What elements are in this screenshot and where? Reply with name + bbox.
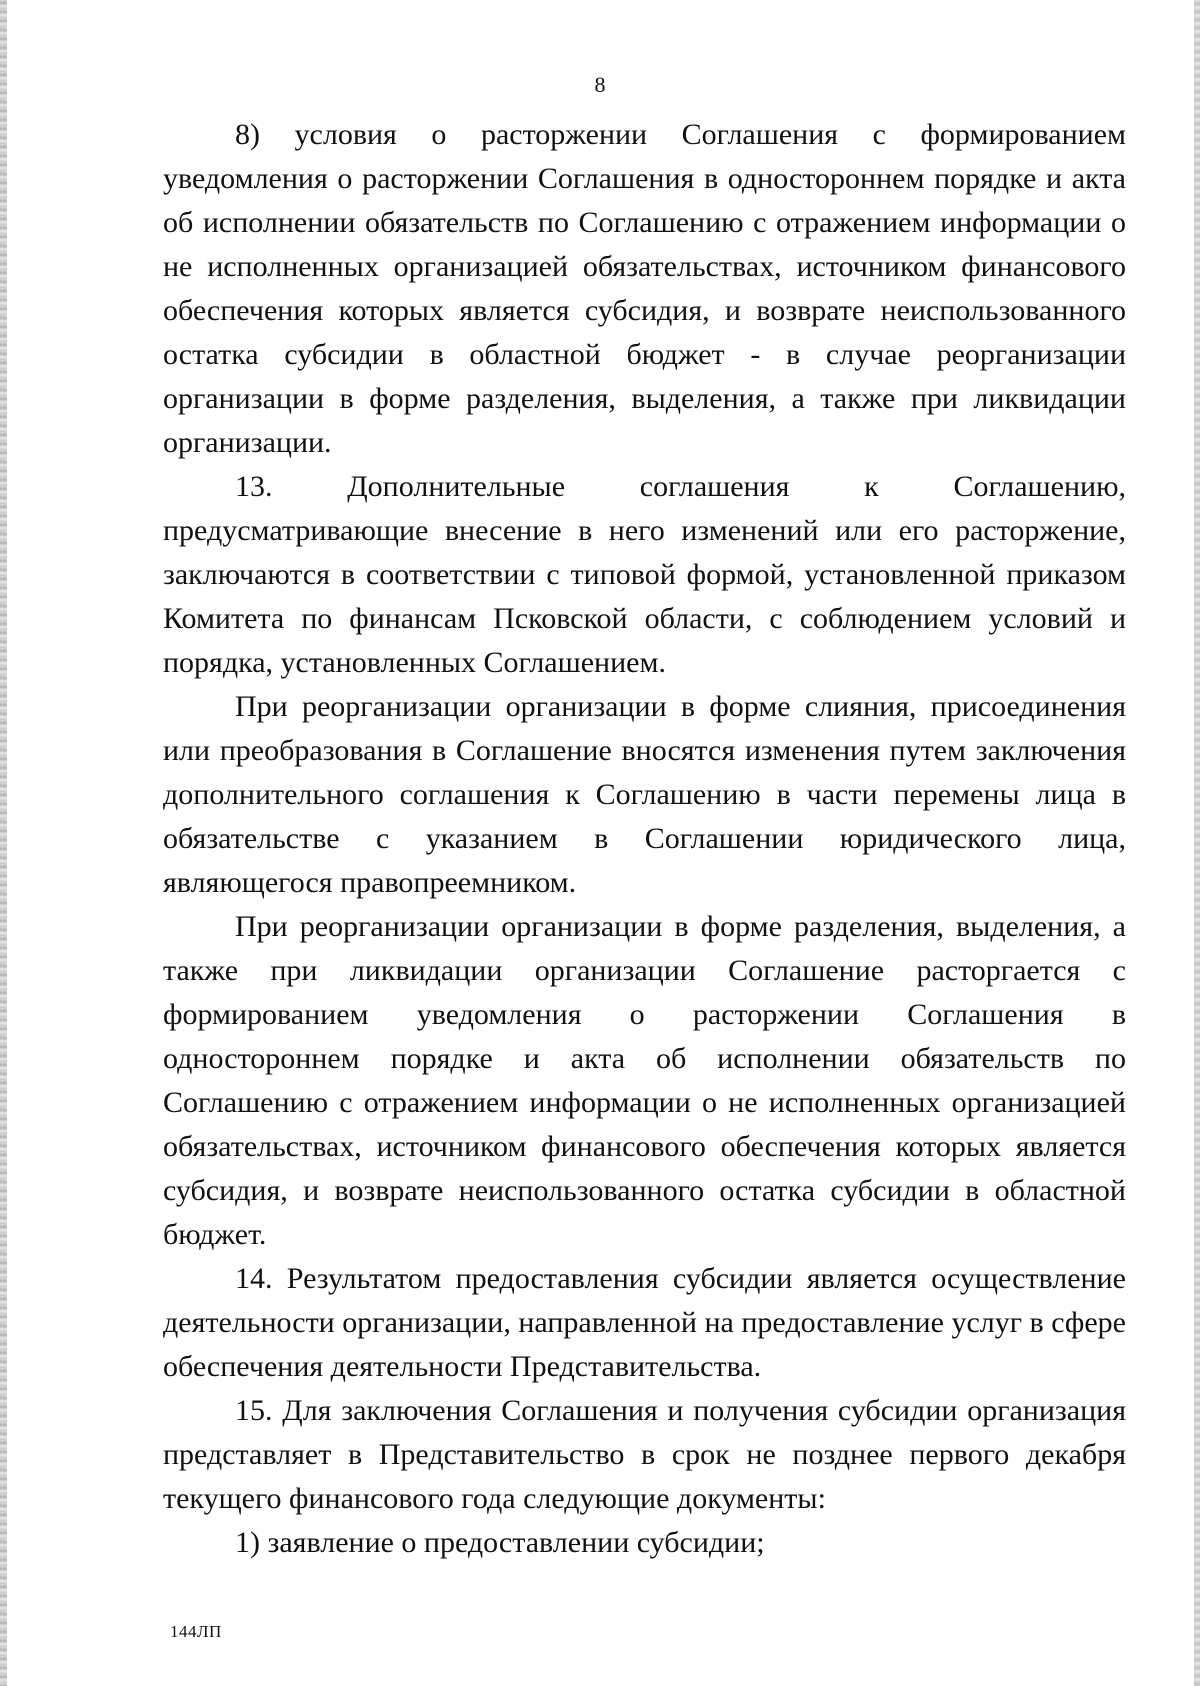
page-number: 8	[594, 72, 606, 97]
document-body	[163, 113, 1126, 1565]
document-code: 144ЛП	[170, 1622, 222, 1641]
paragraph-15-documents: 15. Для заключения Соглашения и получения субсидии организация представляет в Представительство в срок не позднее первого декабря текущего финансового года следующие документы:	[163, 1394, 1126, 1515]
paragraph-14-result: 14. Результатом предоставления субсидии является осуществление деятельности организации, направленной на предоставление услуг в сфере обеспечения деятельности Представительства.	[163, 1262, 1126, 1383]
paragraph-document-item-1: 1) заявление о предоставлении субсидии;	[235, 1526, 765, 1559]
paragraph-13-additional-agreements: 13. Дополнительные соглашения к Соглашению, предусматривающие внесение в него изменений или его расторжение, заключаются в соответствии с типовой формой, установленной приказом Комитета по финансам Псковской области, с соблюдением условий и порядка, установленных Соглашением.	[163, 470, 1126, 679]
scan-edge-right	[1194, 0, 1200, 1686]
paragraph-reorganization-merger: При реорганизации организации в форме слияния, присоединения или преобразования в Соглашение вносятся изменения путем заключения дополнительного соглашения к Соглашению в части перемены лица в обязательстве с указанием в Соглашении юридического лица, являющегося правопреемником.	[163, 690, 1126, 899]
paragraph-reorganization-division: При реорганизации организации в форме разделения, выделения, а также при ликвидации организации Соглашение расторгается с формированием уведомления о расторжении Соглашения в одностороннем порядке и акта об исполнении обязательств по Соглашению с отражением информации о не исполненных организацией обязательствах, источником финансового обеспечения которых является субсидия, и возврате неиспользованного остатка субсидии в областной бюджет.	[163, 910, 1126, 1251]
scan-edge-left	[0, 0, 7, 1686]
paragraph-item-8-termination-conditions: 8) условия о расторжении Соглашения с формированием уведомления о расторжении Соглашения в одностороннем порядке и акта об исполнении обязательств по Соглашению с отражением информации о не исполненных организацией обязательствах, источником финансового обеспечения которых является субсидия, и возврате неиспользованного остатка субсидии в областной бюджет - в случае реорганизации организации в форме разделения, выделения, а также при ликвидации организации.	[163, 118, 1126, 459]
